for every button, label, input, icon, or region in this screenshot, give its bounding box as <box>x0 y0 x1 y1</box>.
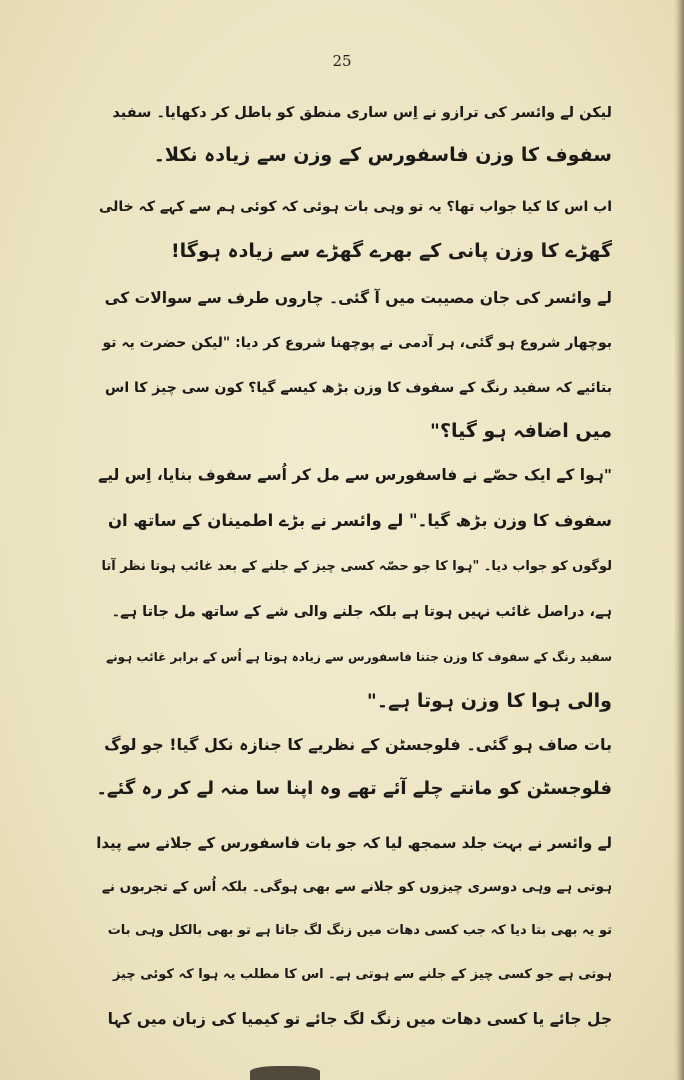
text-line: گھڑے کا وزن پانی کے بھرے گھڑے سے زیادہ ہوگا! <box>170 240 612 262</box>
text-line: ہوتی ہے وہی دوسری چیزوں کو جلانے سے بھی ہوگی۔ بلکہ اُس کے تجربوں نے <box>101 879 612 895</box>
text-line: فلوجسٹن کو مانتے چلے آئے تھے وہ اپنا سا منہ لے کر رہ گئے۔ <box>96 778 612 799</box>
ink-stain <box>250 1066 320 1080</box>
page-fold-shadow <box>674 0 684 1080</box>
text-line: لے وائسر کی جان مصیبت میں آ گئی۔ چاروں طرف سے سوالات کی <box>104 289 612 307</box>
text-line: میں اضافہ ہو گیا؟" <box>430 420 612 442</box>
text-line: سفید رنگ کے سفوف کا وزن جتنا فاسفورس سے زیادہ ہوتا ہے اُس کے برابر غائب ہونے <box>106 650 612 664</box>
text-line: اب اس کا کیا جواب تھا؟ یہ تو وہی بات ہوئی کہ کوئی ہم سے کہے کہ خالی <box>98 199 612 215</box>
text-line: لوگوں کو جواب دیا۔ "ہوا کا جو حصّہ کسی چیز کے جلنے کے بعد غائب ہوتا نظر آتا <box>101 559 612 574</box>
text-line: بوچھار شروع ہو گئی، ہر آدمی نے پوچھنا شروع کر دیا: "لیکن حضرت یہ تو <box>102 335 612 351</box>
text-line: "ہوا کے ایک حصّے نے فاسفورس سے مل کر اُسے سفوف بنایا، اِس لیے <box>98 466 612 484</box>
text-line: جل جائے یا کسی دھات میں زنگ لگ جائے تو کیمیا کی زبان میں کہا <box>107 1010 612 1028</box>
page-number: 25 <box>332 52 352 70</box>
text-line: تو یہ بھی بتا دیا کہ جب کسی دھات میں زنگ لگ جاتا ہے تو بھی بالکل وہی بات <box>107 923 612 938</box>
text-line: بتائیے کہ سفید رنگ کے سفوف کا وزن بڑھ کیسے گیا؟ کون سی چیز کا اس <box>105 380 612 396</box>
text-line: ہے، دراصل غائب نہیں ہوتا ہے بلکہ جلنے والی شے کے ساتھ مل جاتا ہے۔ <box>111 604 612 620</box>
text-line: لیکن لے وائسر کی ترازو نے اِس ساری منطق کو باطل کر دکھایا۔ سفید <box>112 105 612 121</box>
text-line: بات صاف ہو گئی۔ فلوجسٹن کے نظریے کا جنازہ نکل گیا! جو لوگ <box>104 735 612 754</box>
text-line: لے وائسر نے بہت جلد سمجھ لیا کہ جو بات فاسفورس کے جلانے سے پیدا <box>96 834 612 852</box>
text-line: والی ہوا کا وزن ہوتا ہے۔" <box>366 690 612 712</box>
text-line: سفوف کا وزن بڑھ گیا۔" لے وائسر نے بڑے اطمینان کے ساتھ ان <box>107 511 612 530</box>
text-line: سفوف کا وزن فاسفورس کے وزن سے زیادہ نکلا۔ <box>153 144 612 166</box>
text-line: ہوتی ہے جو کسی چیز کے جلنے سے ہوتی ہے۔ اس کا مطلب یہ ہوا کہ کوئی چیز <box>112 967 612 982</box>
